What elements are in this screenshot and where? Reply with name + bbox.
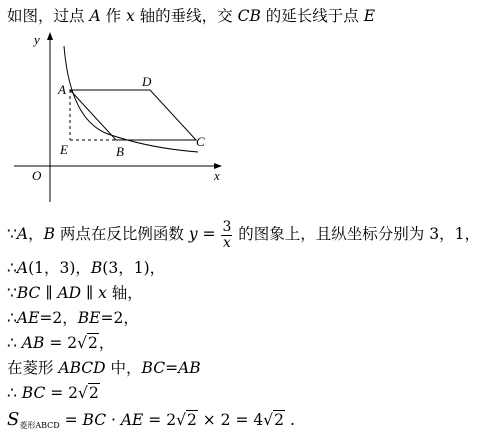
label-b: B [116, 144, 124, 159]
equals: = [59, 411, 83, 429]
segment-label: BC [141, 359, 166, 377]
point-label: A [89, 7, 101, 25]
label-a: A [58, 82, 66, 97]
radicand: 2 [186, 411, 197, 429]
fraction [221, 220, 232, 251]
text: 作 [100, 7, 126, 25]
ab-line [7, 333, 114, 353]
rhombus-abcd [70, 90, 196, 140]
point-label: E [363, 7, 376, 25]
sqrt: √2 [78, 384, 99, 402]
radicand: 2 [274, 411, 285, 429]
radicand: 2 [87, 334, 98, 352]
point-label: B [43, 225, 55, 243]
bc-line [7, 383, 100, 403]
segment-label: AB [21, 334, 45, 352]
therefore-symbol: ∴ [7, 309, 17, 327]
text: 两点在反比例函数 [54, 225, 189, 243]
segment-label: BC [16, 284, 41, 302]
text: = 2 [45, 384, 79, 402]
segment-label: BE [77, 309, 101, 327]
sqrt: √2 [263, 411, 285, 429]
therefore-symbol: ∴ [7, 384, 22, 402]
equals: = [197, 225, 221, 243]
lengths-line [7, 308, 139, 328]
fraction-numerator: 3 [222, 218, 232, 235]
y-axis-arrow [47, 32, 53, 40]
subscript: 菱形ABCD [19, 421, 60, 430]
because-symbol: ∵ [7, 284, 17, 302]
area-symbol: S [7, 409, 20, 430]
therefore-symbol: ∴ [7, 334, 22, 352]
text: =2， [39, 309, 78, 327]
text: 如图，过点 [7, 7, 90, 25]
sqrt: √2 [77, 334, 98, 352]
segment-label: AE [16, 309, 40, 327]
rhombus-line [7, 358, 201, 378]
segment-label: AB [178, 359, 201, 377]
point-label: B [90, 259, 103, 277]
parallel-symbol: ∥ [81, 284, 99, 302]
text: × 2 = 4 [197, 411, 264, 429]
parallel-symbol: ∥ [40, 284, 58, 302]
segment-label: AD [57, 284, 82, 302]
segment-label: CB [237, 7, 261, 25]
text: ， [98, 334, 115, 352]
text: 轴， [106, 284, 143, 302]
text: 在菱形 [7, 359, 59, 377]
text: 中， [105, 359, 142, 377]
shape-label: ABCD [58, 359, 106, 377]
variable: x [98, 284, 107, 302]
text: = 2 [44, 334, 78, 352]
coords-line [7, 258, 165, 278]
text: = 2 [143, 411, 177, 429]
text: 的图象上，且纵坐标分别为 3，1， [233, 225, 480, 243]
label-d: D [142, 74, 152, 89]
point-label: A [16, 259, 29, 277]
intro-line [7, 6, 375, 26]
text: (1，3)， [28, 259, 91, 277]
dot-operator: · [106, 411, 121, 429]
sqrt: √2 [176, 411, 197, 429]
therefore-symbol: ∴ [7, 259, 17, 277]
text: 轴的垂线，交 [134, 7, 238, 25]
point-label: A [16, 225, 29, 243]
radicand: 2 [88, 384, 99, 402]
area-line [7, 410, 295, 436]
geometry-figure [8, 30, 238, 210]
text: . [285, 411, 295, 429]
segment-label: AE [120, 411, 144, 429]
text: 的延长线于点 [260, 7, 364, 25]
label-e: E [60, 142, 68, 157]
because-symbol: ∵ [7, 225, 17, 243]
label-c: C [196, 134, 205, 149]
parallel-line [7, 283, 143, 303]
reason-line [7, 218, 480, 251]
variable: x [126, 7, 135, 25]
text: (3，1)， [102, 259, 166, 277]
hyperbola-curve [64, 46, 198, 152]
segment-label: BC [21, 384, 46, 402]
text: =2， [100, 309, 139, 327]
variable: y [188, 225, 198, 243]
label-x: x [214, 168, 220, 183]
label-o: O [32, 168, 42, 183]
fraction-denominator: x [222, 234, 231, 251]
text: = [165, 359, 179, 377]
segment-label: BC [82, 411, 107, 429]
label-y: y [34, 32, 40, 47]
text: ， [28, 225, 44, 243]
